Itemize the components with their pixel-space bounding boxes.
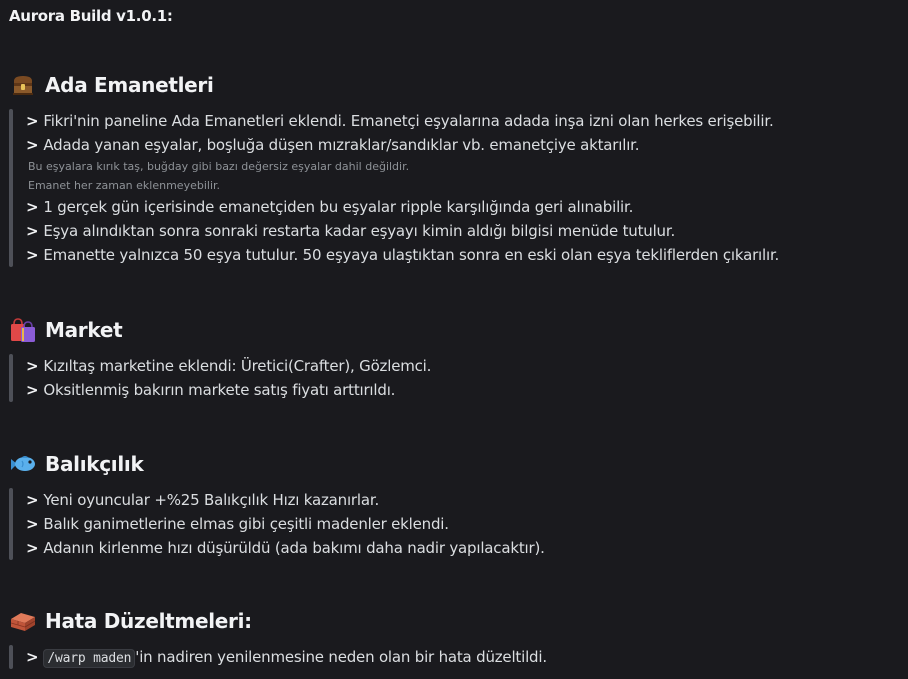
section-heading bbox=[9, 449, 899, 479]
changelog-line: > Adanın kirlenme hızı düşürüldü (ada bakımı daha nadir yapılacaktır). bbox=[26, 539, 545, 557]
blockquote-bar bbox=[9, 109, 13, 267]
section-heading bbox=[9, 315, 899, 345]
blockquote bbox=[9, 109, 899, 267]
changelog-line: > Fikri'nin paneline Ada Emanetleri eklendi. Emanetçi eşyalarına adada inşa izni olan herkes erişebilir. bbox=[26, 112, 774, 130]
changelog-line: > Adada yanan eşyalar, boşluğa düşen mızraklar/sandıklar vb. emanetçiye aktarılır. bbox=[26, 136, 640, 154]
section-heading bbox=[9, 606, 899, 636]
brick-icon bbox=[9, 607, 37, 635]
changelog-line: > Yeni oyuncular +%25 Balıkçılık Hızı kazanırlar. bbox=[26, 491, 380, 509]
changelog-line: > Eşya alındıktan sonra sonraki restarta kadar eşyayı kimin aldığı bilgisi menüde tutulur. bbox=[26, 222, 676, 240]
blockquote bbox=[9, 354, 899, 402]
inline-code: /warp maden bbox=[43, 649, 135, 668]
changelog-line: > Kızıltaş marketine eklendi: Üretici(Crafter), Gözlemci. bbox=[26, 357, 432, 375]
blockquote-bar bbox=[9, 488, 13, 560]
section-balikcilik bbox=[9, 449, 899, 560]
section-title: Market bbox=[45, 318, 123, 342]
section-market bbox=[9, 315, 899, 402]
shopping-bags-icon bbox=[9, 316, 37, 344]
treasure-chest-icon bbox=[9, 71, 37, 99]
changelog-line: > 1 gerçek gün içerisinde emanetçiden bu eşyalar ripple karşılığında geri alınabilir. bbox=[26, 198, 634, 216]
fish-icon bbox=[9, 450, 37, 478]
changelog-note: Bu eşyalara kırık taş, buğday gibi bazı değersiz eşyalar dahil değildir. bbox=[28, 160, 410, 173]
changelog-line: > Balık ganimetlerine elmas gibi çeşitli madenler eklendi. bbox=[26, 515, 449, 533]
changelog-line: > Oksitlenmiş bakırın markete satış fiyatı arttırıldı. bbox=[26, 381, 396, 399]
blockquote bbox=[9, 488, 899, 560]
section-heading bbox=[9, 70, 899, 100]
section-title: Ada Emanetleri bbox=[45, 73, 214, 97]
section-hata-duzeltmeleri bbox=[9, 606, 899, 669]
changelog-note: Emanet her zaman eklenmeyebilir. bbox=[28, 179, 221, 192]
blockquote bbox=[9, 645, 899, 669]
build-version-title: Aurora Build v1.0.1: bbox=[9, 7, 173, 25]
blockquote-bar bbox=[9, 354, 13, 402]
changelog-line: > /warp maden 'in nadiren yenilenmesine neden olan bir hata düzeltildi. bbox=[26, 648, 547, 666]
section-title: Hata Düzeltmeleri: bbox=[45, 609, 252, 633]
changelog-line: > Emanette yalnızca 50 eşya tutulur. 50 eşyaya ulaştıktan sonra en eski olan eşya tekliflerden çıkarılır. bbox=[26, 246, 780, 264]
section-ada-emanetleri bbox=[9, 70, 899, 267]
blockquote-bar bbox=[9, 645, 13, 669]
section-title: Balıkçılık bbox=[45, 452, 144, 476]
